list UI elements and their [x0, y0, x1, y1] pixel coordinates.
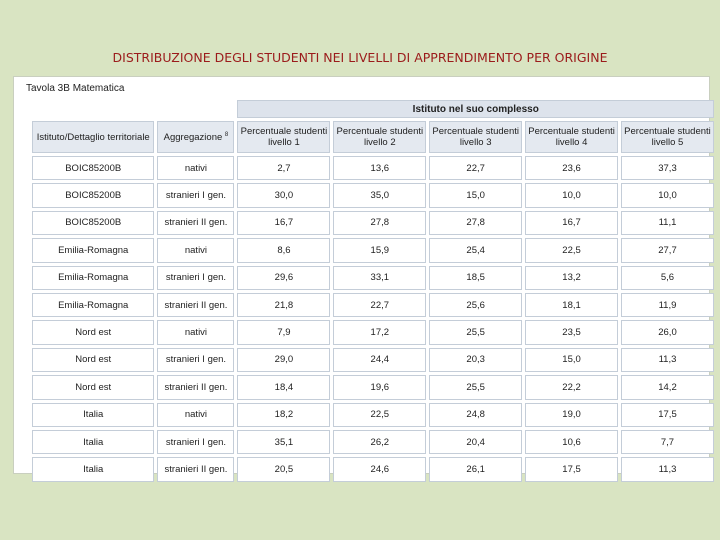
level-3-cell: 15,0 — [429, 183, 522, 207]
group-cell: stranieri II gen. — [157, 375, 234, 399]
group-cell: stranieri II gen. — [157, 211, 234, 235]
level-2-cell: 24,6 — [333, 457, 426, 481]
table-row — [32, 430, 714, 454]
level-4-cell: 23,6 — [525, 156, 618, 180]
level-5-cell: 11,9 — [621, 293, 714, 317]
column-header-level-3: Percentuale studenti livello 3 — [429, 121, 522, 153]
level-4-cell: 10,0 — [525, 183, 618, 207]
level-3-cell: 25,6 — [429, 293, 522, 317]
table-row — [32, 266, 714, 290]
level-3-cell: 27,8 — [429, 211, 522, 235]
level-1-cell: 29,6 — [237, 266, 330, 290]
territory-cell: BOIC85200B — [32, 211, 154, 235]
column-header-territory: Istituto/Dettaglio territoriale — [32, 121, 154, 153]
table-row — [32, 320, 714, 344]
group-cell: stranieri I gen. — [157, 183, 234, 207]
territory-cell: BOIC85200B — [32, 156, 154, 180]
footnote-marker: 8 — [224, 132, 229, 139]
column-header-level-4: Percentuale studenti livello 4 — [525, 121, 618, 153]
slide-title: DISTRIBUZIONE DEGLI STUDENTI NEI LIVELLI DI APPRENDIMENTO PER ORIGINE — [112, 50, 608, 65]
level-4-cell: 13,2 — [525, 266, 618, 290]
blank-header-cell — [32, 100, 234, 118]
level-3-cell: 18,5 — [429, 266, 522, 290]
level-3-cell: 22,7 — [429, 156, 522, 180]
level-5-cell: 11,3 — [621, 348, 714, 372]
level-2-cell: 24,4 — [333, 348, 426, 372]
level-1-cell: 18,4 — [237, 375, 330, 399]
level-2-cell: 22,5 — [333, 403, 426, 427]
level-4-cell: 16,7 — [525, 211, 618, 235]
level-2-cell: 35,0 — [333, 183, 426, 207]
level-2-cell: 13,6 — [333, 156, 426, 180]
level-3-cell: 25,5 — [429, 375, 522, 399]
level-3-cell: 25,4 — [429, 238, 522, 262]
table-row — [32, 293, 714, 317]
level-2-cell: 27,8 — [333, 211, 426, 235]
table-row — [32, 183, 714, 207]
level-4-cell: 15,0 — [525, 348, 618, 372]
table-row — [32, 211, 714, 235]
level-1-cell: 21,8 — [237, 293, 330, 317]
level-5-cell: 7,7 — [621, 430, 714, 454]
group-header: Istituto nel suo complesso — [237, 100, 714, 118]
territory-cell: Italia — [32, 403, 154, 427]
level-4-cell: 18,1 — [525, 293, 618, 317]
level-2-cell: 22,7 — [333, 293, 426, 317]
group-cell: stranieri I gen. — [157, 348, 234, 372]
column-header-level-2: Percentuale studenti livello 2 — [333, 121, 426, 153]
level-5-cell: 11,3 — [621, 457, 714, 481]
group-cell: nativi — [157, 238, 234, 262]
level-5-cell: 26,0 — [621, 320, 714, 344]
level-2-cell: 19,6 — [333, 375, 426, 399]
territory-cell: Nord est — [32, 348, 154, 372]
table-panel — [13, 76, 710, 474]
territory-cell: Nord est — [32, 375, 154, 399]
territory-cell: Nord est — [32, 320, 154, 344]
level-5-cell: 17,5 — [621, 403, 714, 427]
level-4-cell: 19,0 — [525, 403, 618, 427]
territory-cell: Italia — [32, 457, 154, 481]
table-row — [32, 457, 714, 481]
table-row — [32, 156, 714, 180]
territory-cell: Emilia-Romagna — [32, 238, 154, 262]
territory-cell: Emilia-Romagna — [32, 293, 154, 317]
level-1-cell: 30,0 — [237, 183, 330, 207]
territory-cell: Emilia-Romagna — [32, 266, 154, 290]
group-cell: nativi — [157, 156, 234, 180]
group-cell: nativi — [157, 403, 234, 427]
level-4-cell: 22,2 — [525, 375, 618, 399]
level-3-cell: 26,1 — [429, 457, 522, 481]
level-1-cell: 29,0 — [237, 348, 330, 372]
results-table — [29, 97, 717, 485]
level-2-cell: 15,9 — [333, 238, 426, 262]
level-1-cell: 20,5 — [237, 457, 330, 481]
level-5-cell: 11,1 — [621, 211, 714, 235]
level-4-cell: 17,5 — [525, 457, 618, 481]
level-1-cell: 16,7 — [237, 211, 330, 235]
level-5-cell: 10,0 — [621, 183, 714, 207]
level-5-cell: 37,3 — [621, 156, 714, 180]
group-header-row — [32, 100, 714, 118]
level-4-cell: 23,5 — [525, 320, 618, 344]
territory-cell: Italia — [32, 430, 154, 454]
table-row — [32, 375, 714, 399]
column-header-row — [32, 121, 714, 153]
level-4-cell: 22,5 — [525, 238, 618, 262]
column-header-aggregation: Aggregazione $^8$ — [157, 121, 234, 153]
group-cell: nativi — [157, 320, 234, 344]
territory-cell: BOIC85200B — [32, 183, 154, 207]
level-3-cell: 20,4 — [429, 430, 522, 454]
group-cell: stranieri I gen. — [157, 430, 234, 454]
level-1-cell: 18,2 — [237, 403, 330, 427]
level-4-cell: 10,6 — [525, 430, 618, 454]
level-5-cell: 14,2 — [621, 375, 714, 399]
level-2-cell: 26,2 — [333, 430, 426, 454]
level-1-cell: 35,1 — [237, 430, 330, 454]
table-row — [32, 403, 714, 427]
level-1-cell: 7,9 — [237, 320, 330, 344]
level-1-cell: 8,6 — [237, 238, 330, 262]
group-cell: stranieri I gen. — [157, 266, 234, 290]
group-cell: stranieri II gen. — [157, 457, 234, 481]
level-5-cell: 27,7 — [621, 238, 714, 262]
table-row — [32, 238, 714, 262]
level-2-cell: 33,1 — [333, 266, 426, 290]
level-2-cell: 17,2 — [333, 320, 426, 344]
column-header-level-1: Percentuale studenti livello 1 — [237, 121, 330, 153]
level-3-cell: 25,5 — [429, 320, 522, 344]
column-header-level-5: Percentuale studenti livello 5 — [621, 121, 714, 153]
level-3-cell: 20,3 — [429, 348, 522, 372]
table-label: Tavola 3B Matematica — [26, 83, 125, 94]
table-row — [32, 348, 714, 372]
level-1-cell: 2,7 — [237, 156, 330, 180]
group-cell: stranieri II gen. — [157, 293, 234, 317]
level-5-cell: 5,6 — [621, 266, 714, 290]
level-3-cell: 24,8 — [429, 403, 522, 427]
